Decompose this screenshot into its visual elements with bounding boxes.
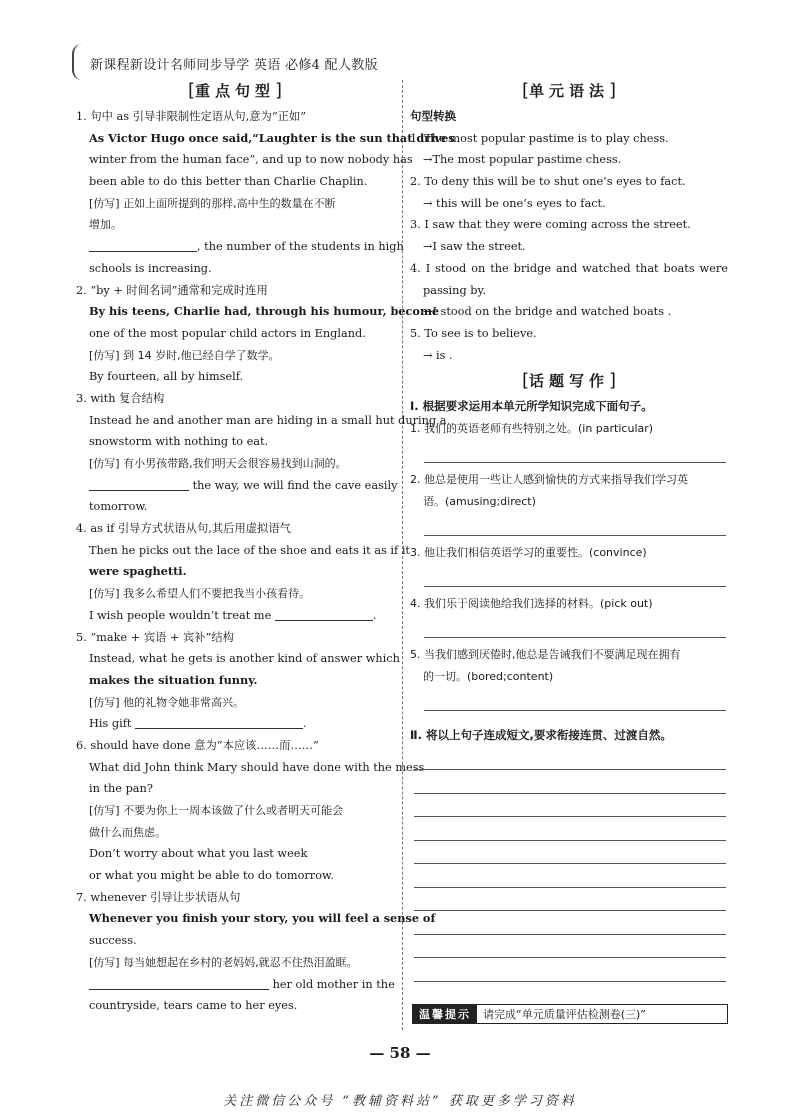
sentence-transform-subtitle: 句型转换 (410, 109, 456, 123)
footer-promo: 关注微信公众号 “教辅资料站” 获取更多学习资料 (223, 1094, 577, 1109)
reminder-box (412, 1004, 728, 1024)
item-6-example: What did John think Mary should have done with the mess (89, 760, 425, 774)
grammar-q5-answer: → is . (423, 348, 453, 362)
grammar-writing-column (410, 78, 728, 982)
grammar-q3: 3. I saw that they were coming across the street. (410, 218, 691, 232)
part-2-instruction: Ⅱ. 将以上句子连成短文,要求衔接连贯、过渡自然。 (410, 728, 672, 743)
item-5-imitation-prompt: [仿写] 他的礼物令她非常高兴。 (89, 695, 245, 709)
essay-line[interactable] (414, 888, 726, 912)
header-bracket-decoration (72, 44, 82, 80)
item-6-answer-end: or what you might be able to do tomorrow. (89, 869, 334, 883)
grammar-q2-answer: → this will be one’s eyes to fact. (423, 196, 606, 210)
item-4-imitation-prompt: [仿写] 我多么希望人们不要把我当小孩看待。 (89, 587, 311, 601)
item-4-example: Then he picks out the lace of the shoe and eats it as if it (89, 543, 410, 557)
reminder-text: 请完成“单元质量评估检测卷(三)” (483, 1008, 646, 1021)
item-7-answer-line: her old mother in the (76, 974, 394, 996)
grammar-title: [单元语法] (521, 80, 617, 101)
essay-line[interactable] (414, 770, 726, 794)
writing-q4-answer-line[interactable] (424, 615, 726, 639)
item-2-heading: 2. “by + 时间名词”通常和完成时连用 (76, 283, 268, 297)
item-1-example: As Victor Hugo once said,“Laughter is the sun that drives (89, 130, 455, 145)
item-7-example: Whenever you finish your story, you will feel a sense of (89, 911, 436, 926)
essay-line[interactable] (414, 864, 726, 888)
essay-writing-area[interactable] (410, 747, 728, 982)
item-6-answer-line: Don’t worry about what you last week (89, 847, 308, 861)
item-4-heading: 4. as if 引导方式状语从句,其后用虚拟语气 (76, 522, 291, 536)
item-5-example-cont: makes the situation funny. (89, 672, 258, 687)
item-2-answer-line: By fourteen, all by himself. (89, 370, 244, 384)
item-7-answer-blank[interactable] (89, 978, 269, 990)
item-1-example-cont: winter from the human face”, and up to now nobody has (89, 153, 413, 167)
item-2-example: By his teens, Charlie had, through his humour, become (89, 304, 440, 319)
essay-line[interactable] (414, 794, 726, 818)
item-7-example-cont: success. (89, 934, 137, 948)
running-header: 新课程新设计名师同步导学 英语 必修4 配人教版 (90, 58, 378, 73)
writing-q5: 5. 当我们感到厌倦时,他总是告诫我们不要满足现在拥有 (410, 648, 681, 662)
item-3-heading: 3. with 复合结构 (76, 391, 165, 405)
item-3-imitation-prompt: [仿写] 有小男孩带路,我们明天会很容易找到山洞的。 (89, 457, 347, 470)
part-1-instruction: Ⅰ. 根据要求运用本单元所学知识完成下面句子。 (410, 399, 653, 414)
item-3-answer-line: the way, we will find the cave easily (76, 475, 394, 497)
writing-q2-cont: 语。(amusing;direct) (423, 494, 536, 508)
grammar-q4: 4. I stood on the bridge and watched that boats were (410, 261, 728, 275)
grammar-q4-answer: →I stood on the bridge and watched boats . (423, 305, 672, 319)
item-3-answer-end: tomorrow. (89, 500, 148, 514)
writing-q5-cont: 的一切。(bored;content) (423, 670, 554, 684)
writing-q3: 3. 他让我们相信英语学习的重要性。(convince) (410, 546, 647, 559)
item-1-answer-blank[interactable] (89, 240, 197, 252)
item-7-heading: 7. whenever 引导让步状语从句 (76, 890, 241, 904)
grammar-q1: 1. The most popular pastime is to play chess. (410, 131, 669, 145)
writing-q4: 4. 我们乐于阅读他给我们选择的材料。(pick out) (410, 597, 653, 611)
writing-q2-answer-line[interactable] (424, 513, 726, 537)
item-3-example-cont: snowstorm with nothing to eat. (89, 435, 269, 449)
item-4-answer-line: I wish people wouldn’t treat me . (89, 608, 377, 622)
item-6-imitation-prompt: [仿写] 不要为你上一周本该做了什么或者明天可能会 (89, 804, 344, 817)
item-2-example-cont: one of the most popular child actors in England. (89, 326, 366, 340)
item-1-heading: 1. 句中 as 引导非限制性定语从句,意为“正如” (76, 110, 306, 123)
item-5-heading: 5. “make + 宾语 + 宾补”结构 (76, 630, 234, 644)
essay-line[interactable] (414, 958, 726, 982)
item-7-answer-end: countryside, tears came to her eyes. (89, 999, 298, 1013)
item-1-answer-end: schools is increasing. (89, 261, 212, 275)
item-3-example: Instead he and another man are hiding in a small hut during a (89, 413, 447, 427)
item-6-heading: 6. should have done 意为“本应该……而……” (76, 738, 319, 752)
reminder-label: 温馨提示 (413, 1005, 477, 1023)
item-5-answer-line: His gift . (89, 717, 307, 731)
item-1-imitation-prompt: [仿写] 正如上面所提到的那样,高中生的数量在不断 (89, 196, 336, 210)
writing-q3-answer-line[interactable] (424, 564, 726, 588)
writing-q2: 2. 他总是使用一些让人感到愉快的方式来指导我们学习英 (410, 473, 688, 487)
item-6-example-cont: in the pan? (89, 782, 153, 796)
item-6-imitation-prompt-cont: 做什么而焦虑。 (89, 825, 166, 839)
topic-writing-title: [话题写作] (521, 370, 617, 392)
essay-line[interactable] (414, 747, 726, 771)
key-sentences-title: [重点句型] (187, 80, 283, 101)
grammar-q5: 5. To see is to believe. (410, 326, 537, 340)
writing-q1-answer-line[interactable] (424, 440, 726, 464)
writing-q1: 1. 我们的英语老师有些特别之处。(in particular) (410, 421, 654, 435)
item-1-example-end: been able to do this better than Charlie Chaplin. (89, 175, 368, 189)
item-4-example-cont: were spaghetti. (89, 564, 187, 579)
essay-line[interactable] (414, 817, 726, 841)
item-1-answer-line: , the number of the students in high (76, 236, 394, 258)
grammar-q4-cont: passing by. (423, 283, 486, 297)
item-5-answer-blank[interactable] (135, 717, 303, 729)
item-7-imitation-prompt: [仿写] 每当她想起在乡村的老妈妈,就忍不住热泪盈眶。 (89, 955, 358, 969)
grammar-q3-answer: →I saw the street. (423, 240, 526, 254)
essay-line[interactable] (414, 935, 726, 959)
item-5-example: Instead, what he gets is another kind of answer which (89, 652, 400, 666)
grammar-q1-answer: →The most popular pastime chess. (423, 153, 622, 167)
grammar-q2: 2. To deny this will be to shut one’s eyes to fact. (410, 175, 686, 189)
item-2-imitation-prompt: [仿写] 到 14 岁时,他已经自学了数学。 (89, 348, 280, 362)
item-3-answer-blank[interactable] (89, 479, 189, 491)
page-number: — 58 — (369, 1044, 431, 1062)
item-1-imitation-prompt-cont: 增加。 (89, 218, 122, 232)
item-4-answer-blank[interactable] (275, 609, 373, 621)
essay-line[interactable] (414, 841, 726, 865)
writing-q5-answer-line[interactable] (424, 688, 726, 712)
essay-line[interactable] (414, 911, 726, 935)
